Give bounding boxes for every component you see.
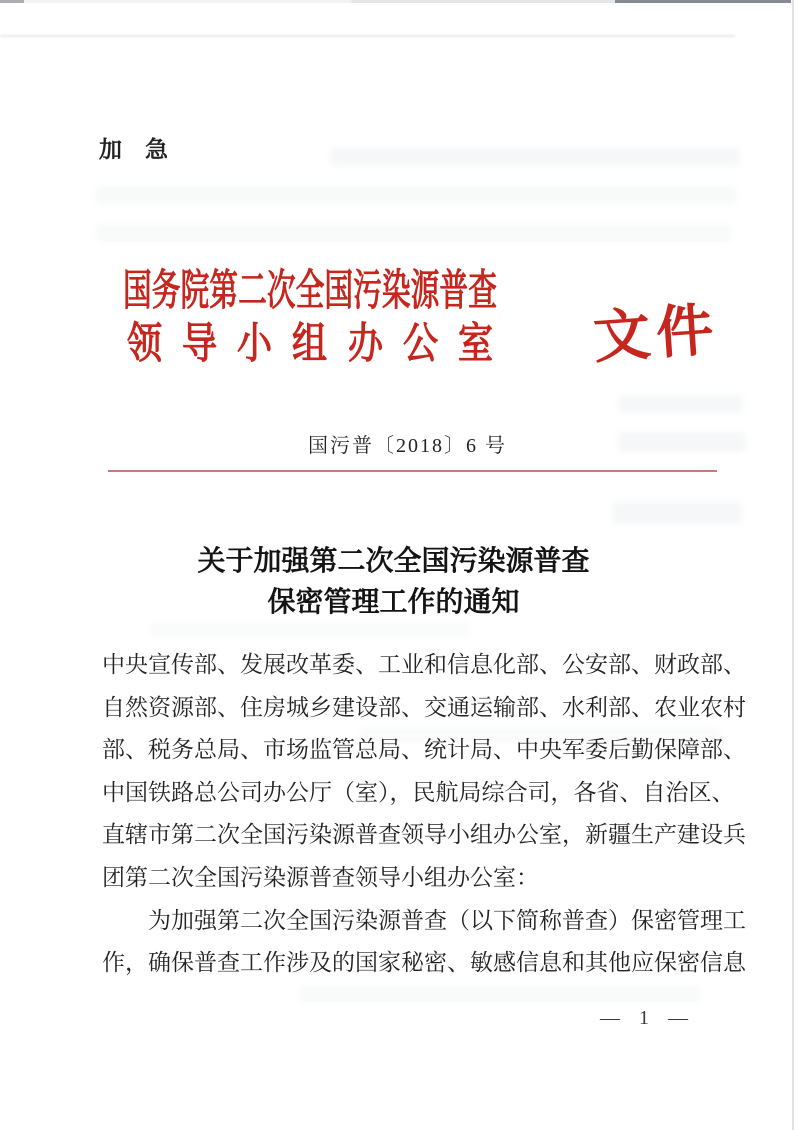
document-body [102, 644, 746, 985]
bleedthrough-smudge [330, 148, 740, 166]
bleedthrough-smudge [150, 622, 470, 636]
bleedthrough-smudge [300, 986, 700, 1002]
body-line: 部、税务总局、市场监管总局、统计局、中央军委后勤保障部、 [102, 737, 746, 763]
body-line: 中央宣传部、发展改革委、工业和信息化部、公安部、财政部、 [102, 652, 746, 677]
body-line: 中国铁路总公司办公厅（室），民航局综合司，各省、自治区、 [102, 779, 735, 805]
page-number: — 1 — [600, 1007, 690, 1029]
body-line: 直辖市第二次全国污染源普查领导小组办公室，新疆生产建设兵 [102, 822, 746, 848]
urgency-label: 加 急 [99, 137, 168, 162]
document-title-line2: 保密管理工作的通知 [267, 587, 520, 618]
scan-right-edge-artifact [792, 0, 794, 1130]
scan-top-edge-artifact [0, 0, 799, 3]
letterhead-org-name [123, 268, 497, 370]
bleedthrough-smudge [618, 395, 743, 413]
red-divider-rule [108, 470, 717, 472]
scan-streak-artifact [0, 35, 735, 37]
document-number: 国污普〔2018〕6 号 [308, 435, 507, 457]
bleedthrough-smudge [96, 186, 736, 204]
letterhead-org-line1: 国务院第二次全国污染源普查 [123, 268, 497, 315]
document-title [88, 541, 699, 623]
body-line: 作，确保普查工作涉及的国家秘密、敏感信息和其他应保密信息 [102, 950, 746, 976]
document-title-line1: 关于加强第二次全国污染源普查 [197, 546, 590, 577]
letterhead-doc-type-label: 文件 [591, 298, 722, 371]
letterhead-org-line2: 领 导 小 组 办 公 室 [126, 321, 494, 368]
bleedthrough-smudge [96, 224, 731, 242]
body-line: 团第二次全国污染源普查领导小组办公室： [102, 864, 539, 890]
body-line: 自然资源部、住房城乡建设部、交通运输部、水利部、农业农村 [102, 694, 746, 720]
letterhead [123, 268, 722, 371]
body-line: 为加强第二次全国污染源普查（以下简称普查）保密管理工 [148, 907, 746, 933]
bleedthrough-smudge [612, 502, 742, 524]
